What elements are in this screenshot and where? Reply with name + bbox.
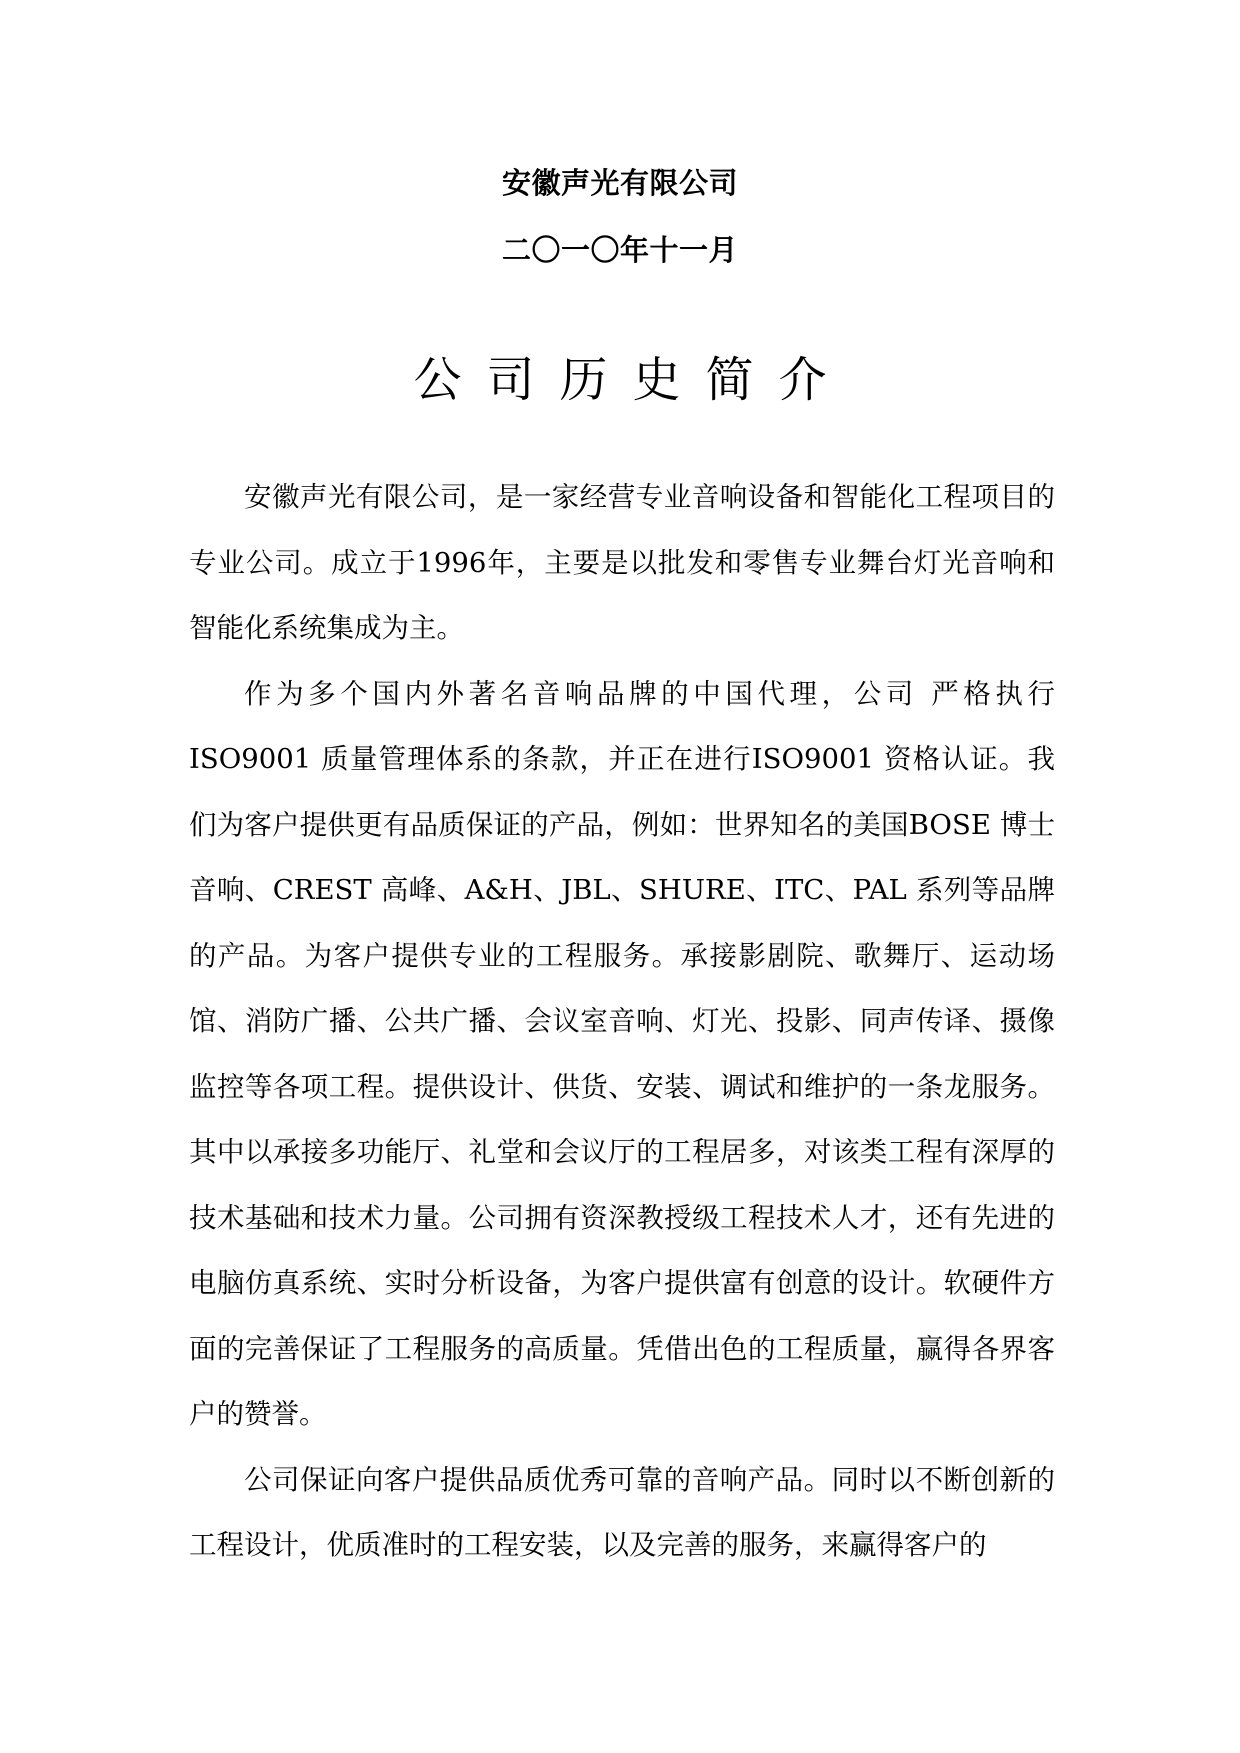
company-name: 安徽声光有限公司 xyxy=(501,166,738,200)
paragraph-commitment: 公司保证向客户提供品质优秀可靠的音响产品。同时以不断创新的工程设计，优质准时的工程安装，以及完善的服务，来赢得客户的 xyxy=(189,1463,1055,1561)
document-date: 二〇一〇年十一月 xyxy=(501,233,738,267)
paragraph-services: 作为多个国内外著名音响品牌的中国代理，公司 严格执行ISO9001 质量管理体系的条款，并正在进行ISO9001 资格认证。我们为客户提供更有品质保证的产品，例如：世界知名的美国BOSE 博士音响、CREST 高峰、A&H、JBL、SHURE、ITC、PAL 系列等品牌的产品。为客户提供专业的工程服务。承接影剧院、歌舞厅、运动场馆、消防广播、公共广播、会议室音响、灯光、投影、同声传译、摄像监控等各项工程。提供设计、供货、安装、调试和维护的一条龙服务。其中以承接多功能厅、礼堂和会议厅的工程居多，对该类工程有深厚的技术基础和技术力量。公司拥有资深教授级工程技术人才，还有先进的电脑仿真系统、实时分析设备，为客户提供富有创意的设计。软硬件方面的完善保证了工程服务的高质量。凭借出色的工程质量，赢得各界客户的赞誉。 xyxy=(189,677,1055,1430)
document-body xyxy=(189,465,1055,1579)
paragraph-intro: 安徽声光有限公司，是一家经营专业音响设备和智能化工程项目的专业公司。成立于1996年，主要是以批发和零售专业舞台灯光音响和智能化系统集成为主。 xyxy=(189,481,1055,644)
document-title: 公司历史简介 xyxy=(413,352,852,408)
